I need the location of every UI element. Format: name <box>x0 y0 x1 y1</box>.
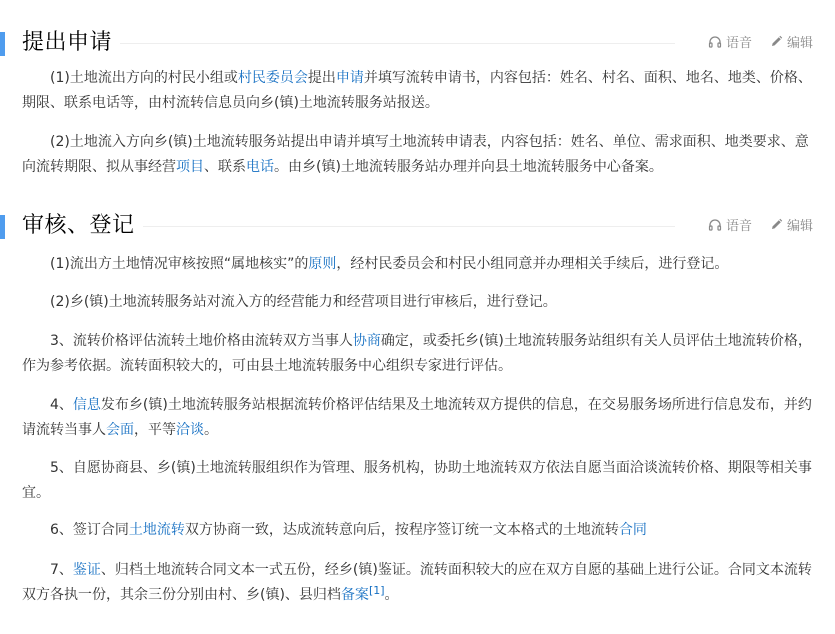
text-span: ，经村民委员会和村民小组同意并办理相关手续后，进行登记。 <box>336 256 729 272</box>
link-discussion[interactable]: 洽谈 <box>176 422 204 438</box>
text-span: 7、 <box>50 562 73 578</box>
text-span: 。 <box>384 587 399 603</box>
paragraph <box>22 558 812 608</box>
paragraph <box>22 130 812 180</box>
headphones-icon <box>708 35 722 49</box>
text-span: 6、签订合同 <box>50 522 129 538</box>
text-span: 。 <box>204 422 218 438</box>
text-span: ，平等 <box>134 422 176 438</box>
text-span: 3、流转价格评估流转土地价格由流转双方当事人 <box>50 333 353 349</box>
text-span: 双方协商一致，达成流转意向后，按程序签订统一文本格式的土地流转 <box>184 522 619 538</box>
paragraph <box>22 329 812 379</box>
section-tools <box>708 215 813 234</box>
section-divider <box>140 226 675 227</box>
paragraph <box>22 456 812 506</box>
edit-button[interactable] <box>770 215 813 234</box>
section-tools <box>708 32 813 51</box>
text-span: 并填写流转申请书，内容包括：姓名、村名、面积、地名、地类、价格、期限、联系电话等，由村流转信息员向乡(镇)土地流转服务站报送。 <box>22 70 812 111</box>
voice-button[interactable] <box>708 215 752 234</box>
text-span: 。由乡(镇)土地流转服务站办理并向县土地流转服务中心备案。 <box>274 159 663 175</box>
text-span: (2)乡(镇)土地流转服务站对流入方的经营能力和经营项目进行审核后，进行登记。 <box>50 294 557 310</box>
section-header-apply <box>0 26 835 66</box>
text-span: 、归档土地流转合同文本一式五份，经乡(镇)鉴证。流转面积较大的应在双方自愿的基础上进行公证。合同文本流转双方各执一份，其余三份分别由村、乡(镇)、县归档 <box>22 562 812 603</box>
link-application[interactable]: 申请 <box>335 70 364 86</box>
pencil-icon <box>770 218 783 231</box>
voice-label: 语音 <box>725 219 752 234</box>
section-accent-bar <box>0 215 5 239</box>
link-contract[interactable]: 合同 <box>618 522 647 538</box>
section-divider <box>120 43 675 44</box>
text-span: 发布乡(镇)土地流转服务站根据流转价格评估结果及土地流转双方提供的信息，在交易服务场所进行信息发布，并约请流转当事人 <box>22 397 812 438</box>
section-accent-bar <box>0 32 5 56</box>
edit-button[interactable] <box>770 32 813 51</box>
link-villagers-committee[interactable]: 村民委员会 <box>237 70 308 86</box>
text-span: 确定，或委托乡(镇)土地流转服务站组织有关人员评估土地流转价格，作为参考依据。流转面积较大的，可由县土地流转服务中心组织专家进行评估。 <box>22 333 812 374</box>
text-span: (1)流出方土地情况审核按照“属地核实”的 <box>50 256 309 272</box>
section-title: 审核、登记 <box>22 210 143 242</box>
paragraph <box>22 518 812 543</box>
headphones-icon <box>708 218 722 232</box>
text-span: (1)土地流出方向的村民小组或 <box>50 70 238 86</box>
link-verification[interactable]: 鉴证 <box>72 562 101 578</box>
link-principle[interactable]: 原则 <box>308 256 337 272</box>
text-span: 提出 <box>307 70 336 86</box>
text-span: (2)土地流入方向乡(镇)土地流转服务站提出申请并填写土地流转申请表，内容包括：姓名、单位、需求面积、地类要求、意向流转期限、拟从事经营 <box>22 134 809 175</box>
paragraph <box>22 252 812 277</box>
link-filing[interactable]: 备案 <box>340 587 369 603</box>
text-span: 4、 <box>50 397 73 413</box>
text-span: 、联系 <box>204 159 246 175</box>
citation-link[interactable]: [1] <box>368 584 385 597</box>
edit-label: 编辑 <box>786 36 813 51</box>
paragraph <box>22 66 812 116</box>
voice-button[interactable] <box>708 32 752 51</box>
paragraph <box>22 290 812 315</box>
section-title: 提出申请 <box>22 27 120 59</box>
paragraph <box>22 393 812 443</box>
text-span: 5、自愿协商县、乡(镇)土地流转服组织作为管理、服务机构，协助土地流转双方依法自愿当面洽谈流转价格、期限等相关事宜。 <box>22 460 812 501</box>
link-negotiation[interactable]: 协商 <box>352 333 381 349</box>
link-project[interactable]: 项目 <box>176 159 204 175</box>
pencil-icon <box>770 35 783 48</box>
link-meeting[interactable]: 会面 <box>106 422 134 438</box>
section-header-review <box>0 209 835 249</box>
edit-label: 编辑 <box>786 219 813 234</box>
link-information[interactable]: 信息 <box>72 397 101 413</box>
link-land-transfer[interactable]: 土地流转 <box>128 522 185 538</box>
link-phone[interactable]: 电话 <box>246 159 274 175</box>
voice-label: 语音 <box>725 36 752 51</box>
